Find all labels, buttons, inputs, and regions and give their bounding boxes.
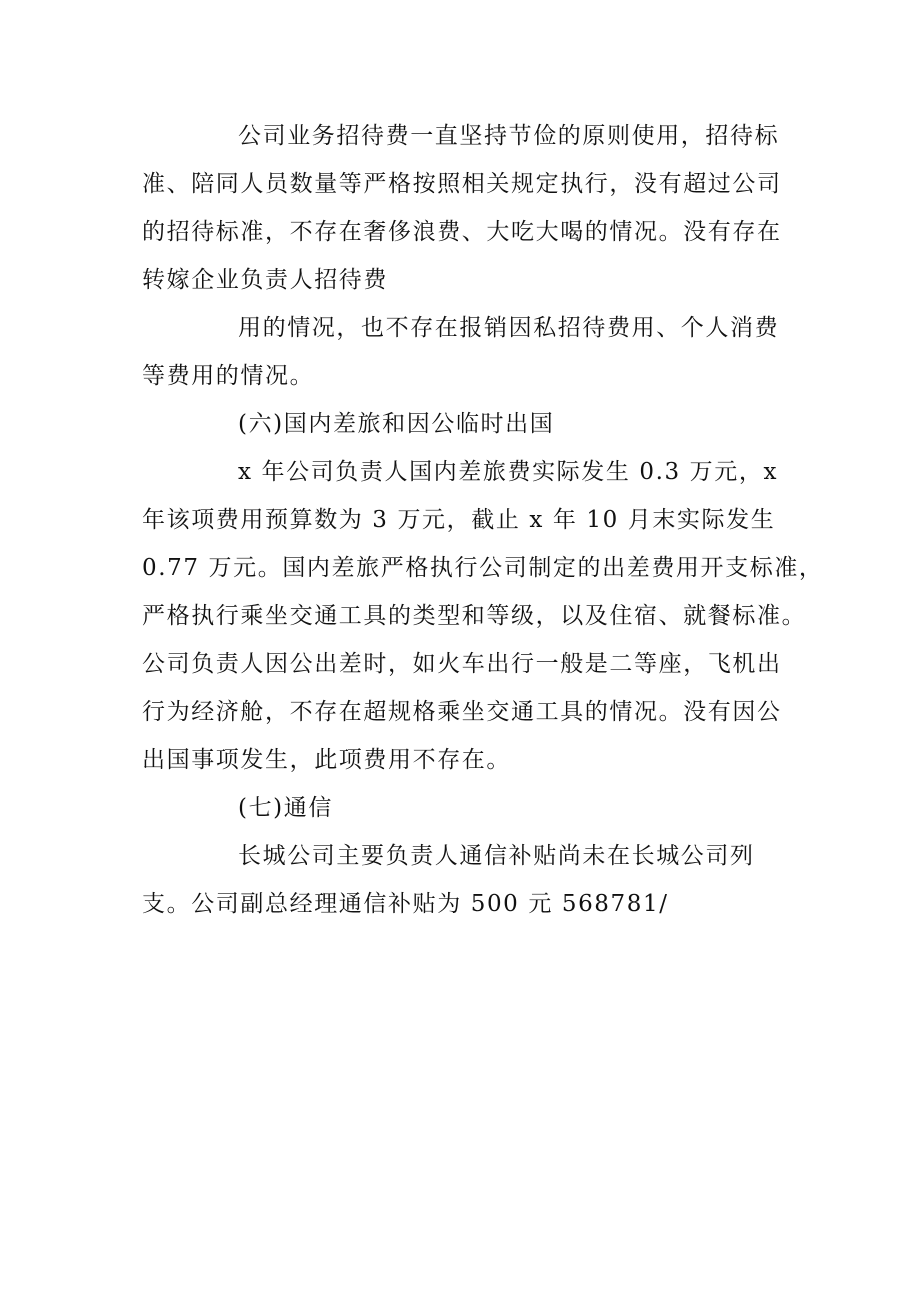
text-line: 公司负责人因公出差时，如火车出行一般是二等座，飞机出: [142, 651, 782, 677]
text-line: 0.77 万元。国内差旅严格执行公司制定的出差费用开支标准，: [142, 555, 824, 581]
text-line: 准、陪同人员数量等严格按照相关规定执行，没有超过公司: [142, 171, 782, 197]
section-heading: (七)通信: [238, 795, 333, 821]
document-body: [142, 112, 824, 928]
text-line: 支。公司副总经理通信补贴为 500 元 568781/: [142, 891, 669, 917]
text-line: 年该项费用预算数为 3 万元，截止 x 年 10 月末实际发生: [142, 507, 776, 533]
text-line: 严格执行乘坐交通工具的类型和等级，以及住宿、就餐标准。: [142, 603, 807, 629]
text-line: 的招待标准，不存在奢侈浪费、大吃大喝的情况。没有存在: [142, 219, 782, 245]
text-line: x 年公司负责人国内差旅费实际发生 0.3 万元，x: [238, 459, 779, 485]
text-line: 出国事项发生，此项费用不存在。: [142, 747, 511, 773]
section-heading: (六)国内差旅和因公临时出国: [238, 411, 555, 437]
text-line: 公司业务招待费一直坚持节俭的原则使用，招待标: [238, 123, 780, 149]
text-line: 等费用的情况。: [142, 363, 315, 389]
text-line: 转嫁企业负责人招待费: [142, 267, 388, 293]
text-line: 行为经济舱，不存在超规格乘坐交通工具的情况。没有因公: [142, 699, 782, 725]
text-line: 长城公司主要负责人通信补贴尚未在长城公司列: [238, 843, 755, 869]
text-line: 用的情况，也不存在报销因私招待费用、个人消费: [238, 315, 780, 341]
